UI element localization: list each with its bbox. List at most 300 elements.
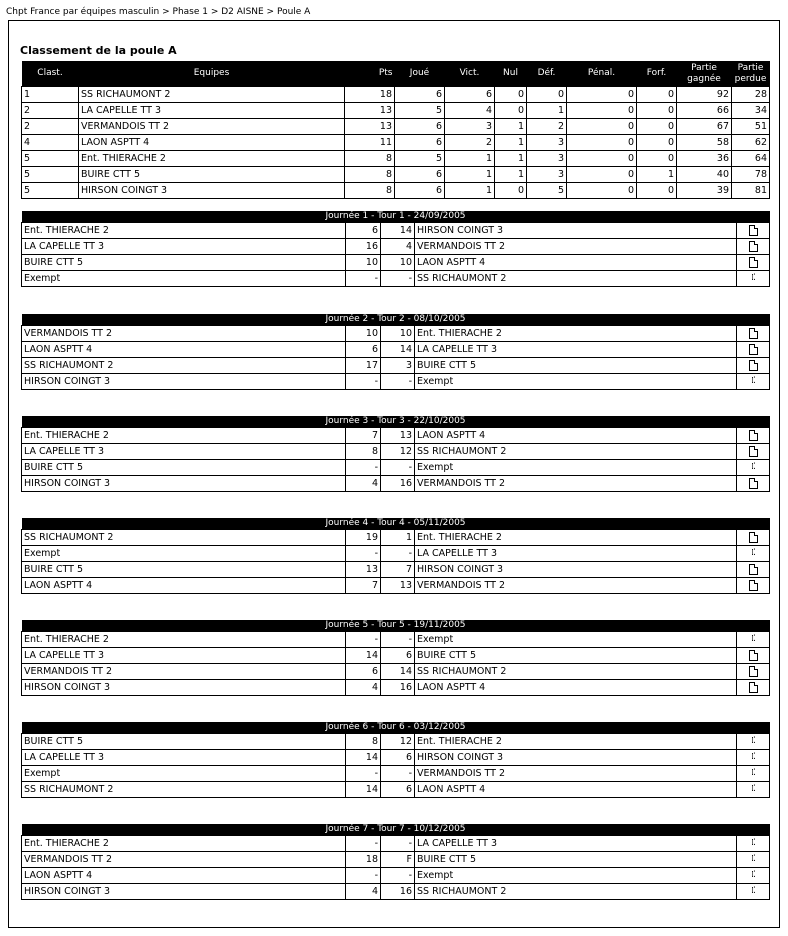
standings-cell-pts: 8 bbox=[345, 167, 395, 183]
standings-cell-rank: 5 bbox=[22, 183, 79, 199]
match-home-team: LAON ASPTT 4 bbox=[22, 342, 346, 358]
match-home-team: Ent. THIERACHE 2 bbox=[22, 223, 346, 239]
standings-cell-vict: 1 bbox=[445, 167, 495, 183]
document-icon[interactable] bbox=[749, 446, 758, 457]
document-icon[interactable] bbox=[749, 241, 758, 252]
standings-cell-perdue: 28 bbox=[732, 87, 770, 103]
match-score-away: - bbox=[381, 868, 415, 884]
match-row bbox=[22, 271, 770, 287]
standings-cell-vict: 1 bbox=[445, 183, 495, 199]
header-partie-perdue bbox=[732, 61, 770, 87]
match-home-team: BUIRE CTT 5 bbox=[22, 734, 346, 750]
match-row bbox=[22, 750, 770, 766]
standings-cell-rank: 2 bbox=[22, 119, 79, 135]
match-score-home: - bbox=[346, 766, 381, 782]
match-score-home: 10 bbox=[346, 326, 381, 342]
match-row bbox=[22, 884, 770, 900]
match-score-away: 16 bbox=[381, 884, 415, 900]
exempt-icon[interactable]: ⁞⁚ bbox=[751, 784, 755, 794]
match-home-team: SS RICHAUMONT 2 bbox=[22, 530, 346, 546]
standings-row bbox=[22, 167, 770, 183]
match-sheet-cell[interactable] bbox=[737, 476, 770, 492]
tour-title: Journée 1 - Tour 1 - 24/09/2005 bbox=[22, 211, 770, 223]
match-sheet-cell[interactable] bbox=[737, 664, 770, 680]
match-score-away: - bbox=[381, 271, 415, 287]
match-sheet-cell[interactable] bbox=[737, 782, 770, 798]
standings-cell-team: SS RICHAUMONT 2 bbox=[79, 87, 345, 103]
match-away-team: SS RICHAUMONT 2 bbox=[415, 664, 737, 680]
match-score-home: 4 bbox=[346, 476, 381, 492]
document-icon[interactable] bbox=[749, 532, 758, 543]
match-away-team: HIRSON COINGT 3 bbox=[415, 562, 737, 578]
standings-cell-nul: 0 bbox=[495, 87, 527, 103]
document-icon[interactable] bbox=[749, 257, 758, 268]
breadcrumb: Chpt France par équipes masculin > Phase 1 > D2 AISNE > Poule A bbox=[6, 7, 311, 17]
document-icon[interactable] bbox=[749, 328, 758, 339]
match-home-team: VERMANDOIS TT 2 bbox=[22, 852, 346, 868]
match-score-away: 16 bbox=[381, 476, 415, 492]
match-row bbox=[22, 562, 770, 578]
exempt-icon[interactable]: ⁞⁚ bbox=[751, 548, 755, 558]
match-score-home: 16 bbox=[346, 239, 381, 255]
standings-cell-def: 3 bbox=[527, 135, 567, 151]
tour-table bbox=[21, 314, 770, 390]
match-sheet-cell[interactable] bbox=[737, 680, 770, 696]
tour-title: Journée 2 - Tour 2 - 08/10/2005 bbox=[22, 314, 770, 326]
standings-cell-rank: 4 bbox=[22, 135, 79, 151]
standings-cell-forf: 0 bbox=[637, 103, 677, 119]
match-home-team: Ent. THIERACHE 2 bbox=[22, 428, 346, 444]
exempt-icon[interactable]: ⁞⁚ bbox=[751, 634, 755, 644]
match-away-team: LAON ASPTT 4 bbox=[415, 428, 737, 444]
match-row bbox=[22, 782, 770, 798]
match-row bbox=[22, 428, 770, 444]
match-score-away: - bbox=[381, 766, 415, 782]
match-sheet-cell[interactable] bbox=[737, 271, 770, 287]
document-icon[interactable] bbox=[749, 430, 758, 441]
match-away-team: LAON ASPTT 4 bbox=[415, 255, 737, 271]
standings-cell-forf: 1 bbox=[637, 167, 677, 183]
match-score-away: 6 bbox=[381, 750, 415, 766]
match-away-team: LA CAPELLE TT 3 bbox=[415, 546, 737, 562]
match-home-team: Exempt bbox=[22, 766, 346, 782]
match-score-away: 10 bbox=[381, 326, 415, 342]
match-away-team: Ent. THIERACHE 2 bbox=[415, 326, 737, 342]
match-home-team: LA CAPELLE TT 3 bbox=[22, 444, 346, 460]
match-home-team: HIRSON COINGT 3 bbox=[22, 680, 346, 696]
standings-cell-penal: 0 bbox=[567, 103, 637, 119]
match-score-away: - bbox=[381, 836, 415, 852]
match-score-home: 17 bbox=[346, 358, 381, 374]
standings-cell-joue: 6 bbox=[395, 183, 445, 199]
match-score-home: - bbox=[346, 271, 381, 287]
match-sheet-cell[interactable] bbox=[737, 546, 770, 562]
match-row bbox=[22, 239, 770, 255]
standings-cell-penal: 0 bbox=[567, 119, 637, 135]
match-score-home: - bbox=[346, 632, 381, 648]
standings-cell-forf: 0 bbox=[637, 151, 677, 167]
exempt-icon[interactable]: ⁞⁚ bbox=[751, 752, 755, 762]
match-sheet-cell[interactable] bbox=[737, 632, 770, 648]
exempt-icon[interactable]: ⁞⁚ bbox=[751, 838, 755, 848]
tour-table bbox=[21, 824, 770, 900]
standings-cell-penal: 0 bbox=[567, 87, 637, 103]
standings-cell-perdue: 51 bbox=[732, 119, 770, 135]
standings-cell-nul: 0 bbox=[495, 103, 527, 119]
standings-cell-team: VERMANDOIS TT 2 bbox=[79, 119, 345, 135]
match-score-home: 13 bbox=[346, 562, 381, 578]
tour-title: Journée 6 - Tour 6 - 03/12/2005 bbox=[22, 722, 770, 734]
match-sheet-cell[interactable] bbox=[737, 342, 770, 358]
match-away-team: LA CAPELLE TT 3 bbox=[415, 836, 737, 852]
match-home-team: Exempt bbox=[22, 546, 346, 562]
standings-cell-joue: 6 bbox=[395, 119, 445, 135]
match-row bbox=[22, 255, 770, 271]
match-score-away: 13 bbox=[381, 578, 415, 594]
standings-cell-gagnee: 36 bbox=[677, 151, 732, 167]
standings-cell-gagnee: 58 bbox=[677, 135, 732, 151]
header-partie-gagnee-line2: gagnée bbox=[687, 73, 721, 84]
match-row bbox=[22, 444, 770, 460]
header-forf: Forf. bbox=[637, 61, 677, 87]
standings-row bbox=[22, 135, 770, 151]
standings-cell-nul: 1 bbox=[495, 151, 527, 167]
standings-cell-team: BUIRE CTT 5 bbox=[79, 167, 345, 183]
standings-cell-forf: 0 bbox=[637, 135, 677, 151]
standings-cell-nul: 1 bbox=[495, 119, 527, 135]
match-row bbox=[22, 868, 770, 884]
document-icon[interactable] bbox=[749, 682, 758, 693]
document-icon[interactable] bbox=[749, 225, 758, 236]
header-clast: Clast. bbox=[22, 61, 79, 87]
match-home-team: LAON ASPTT 4 bbox=[22, 578, 346, 594]
match-score-home: 14 bbox=[346, 750, 381, 766]
standings-cell-perdue: 81 bbox=[732, 183, 770, 199]
match-away-team: HIRSON COINGT 3 bbox=[415, 223, 737, 239]
standings-cell-pts: 8 bbox=[345, 183, 395, 199]
match-score-away: 14 bbox=[381, 342, 415, 358]
match-row bbox=[22, 766, 770, 782]
match-score-home: 14 bbox=[346, 782, 381, 798]
header-equipes: Equipes bbox=[79, 61, 345, 87]
match-away-team: VERMANDOIS TT 2 bbox=[415, 476, 737, 492]
standings-cell-nul: 0 bbox=[495, 183, 527, 199]
match-row bbox=[22, 632, 770, 648]
standings-cell-def: 3 bbox=[527, 167, 567, 183]
standings-cell-rank: 2 bbox=[22, 103, 79, 119]
match-away-team: Exempt bbox=[415, 868, 737, 884]
header-penal: Pénal. bbox=[567, 61, 637, 87]
match-score-away: 1 bbox=[381, 530, 415, 546]
standings-cell-pts: 11 bbox=[345, 135, 395, 151]
standings-cell-team: LAON ASPTT 4 bbox=[79, 135, 345, 151]
match-sheet-cell[interactable] bbox=[737, 562, 770, 578]
match-sheet-cell[interactable] bbox=[737, 836, 770, 852]
match-score-away: 6 bbox=[381, 782, 415, 798]
match-home-team: Ent. THIERACHE 2 bbox=[22, 836, 346, 852]
match-score-away: 12 bbox=[381, 444, 415, 460]
match-row bbox=[22, 342, 770, 358]
standings-row bbox=[22, 103, 770, 119]
exempt-icon[interactable]: ⁞⁚ bbox=[751, 870, 755, 880]
match-row bbox=[22, 326, 770, 342]
match-sheet-cell[interactable] bbox=[737, 766, 770, 782]
match-score-home: - bbox=[346, 546, 381, 562]
exempt-icon[interactable]: ⁞⁚ bbox=[751, 273, 755, 283]
match-row bbox=[22, 374, 770, 390]
match-home-team: HIRSON COINGT 3 bbox=[22, 884, 346, 900]
header-nul: Nul bbox=[495, 61, 527, 87]
standings-cell-pts: 13 bbox=[345, 119, 395, 135]
standings-cell-joue: 5 bbox=[395, 151, 445, 167]
document-icon[interactable] bbox=[749, 580, 758, 591]
standings-cell-def: 5 bbox=[527, 183, 567, 199]
match-sheet-cell[interactable] bbox=[737, 326, 770, 342]
match-home-team: LAON ASPTT 4 bbox=[22, 868, 346, 884]
match-home-team: LA CAPELLE TT 3 bbox=[22, 239, 346, 255]
document-icon[interactable] bbox=[749, 478, 758, 489]
match-home-team: SS RICHAUMONT 2 bbox=[22, 782, 346, 798]
tour-title: Journée 7 - Tour 7 - 10/12/2005 bbox=[22, 824, 770, 836]
standings-cell-nul: 1 bbox=[495, 135, 527, 151]
tour-table bbox=[21, 518, 770, 594]
standings-cell-forf: 0 bbox=[637, 119, 677, 135]
standings-cell-joue: 6 bbox=[395, 167, 445, 183]
match-home-team: VERMANDOIS TT 2 bbox=[22, 326, 346, 342]
standings-cell-perdue: 62 bbox=[732, 135, 770, 151]
header-def: Déf. bbox=[527, 61, 567, 87]
match-row bbox=[22, 648, 770, 664]
tour-title: Journée 3 - Tour 3 - 22/10/2005 bbox=[22, 416, 770, 428]
tour-table bbox=[21, 416, 770, 492]
standings-cell-gagnee: 67 bbox=[677, 119, 732, 135]
match-score-away: - bbox=[381, 632, 415, 648]
standings-table bbox=[21, 61, 770, 199]
header-pts: Pts bbox=[345, 61, 395, 87]
match-home-team: LA CAPELLE TT 3 bbox=[22, 648, 346, 664]
match-score-away: 16 bbox=[381, 680, 415, 696]
exempt-icon[interactable]: ⁞⁚ bbox=[751, 736, 755, 746]
document-icon[interactable] bbox=[749, 564, 758, 575]
match-score-away: 14 bbox=[381, 223, 415, 239]
match-home-team: Ent. THIERACHE 2 bbox=[22, 632, 346, 648]
match-home-team: VERMANDOIS TT 2 bbox=[22, 664, 346, 680]
match-home-team: LA CAPELLE TT 3 bbox=[22, 750, 346, 766]
tour-title: Journée 5 - Tour 5 - 19/11/2005 bbox=[22, 620, 770, 632]
standings-cell-perdue: 78 bbox=[732, 167, 770, 183]
match-away-team: VERMANDOIS TT 2 bbox=[415, 239, 737, 255]
match-home-team: BUIRE CTT 5 bbox=[22, 460, 346, 476]
match-row bbox=[22, 546, 770, 562]
match-away-team: Exempt bbox=[415, 632, 737, 648]
match-away-team: SS RICHAUMONT 2 bbox=[415, 884, 737, 900]
match-sheet-cell[interactable] bbox=[737, 734, 770, 750]
match-sheet-cell[interactable] bbox=[737, 223, 770, 239]
header-partie-perdue-line2: perdue bbox=[734, 73, 767, 84]
match-score-away: 12 bbox=[381, 734, 415, 750]
match-away-team: VERMANDOIS TT 2 bbox=[415, 766, 737, 782]
document-icon[interactable] bbox=[749, 344, 758, 355]
standings-cell-vict: 6 bbox=[445, 87, 495, 103]
match-away-team: HIRSON COINGT 3 bbox=[415, 750, 737, 766]
standings-cell-nul: 1 bbox=[495, 167, 527, 183]
match-row bbox=[22, 836, 770, 852]
match-score-home: - bbox=[346, 374, 381, 390]
match-away-team: LA CAPELLE TT 3 bbox=[415, 342, 737, 358]
standings-row bbox=[22, 119, 770, 135]
match-row bbox=[22, 852, 770, 868]
match-row bbox=[22, 578, 770, 594]
match-sheet-cell[interactable] bbox=[737, 444, 770, 460]
standings-cell-forf: 0 bbox=[637, 87, 677, 103]
match-score-home: - bbox=[346, 836, 381, 852]
match-home-team: HIRSON COINGT 3 bbox=[22, 374, 346, 390]
match-score-home: 6 bbox=[346, 223, 381, 239]
match-score-home: 4 bbox=[346, 884, 381, 900]
document-icon[interactable] bbox=[749, 650, 758, 661]
match-sheet-cell[interactable] bbox=[737, 868, 770, 884]
exempt-icon[interactable]: ⁞⁚ bbox=[751, 376, 755, 386]
standings-cell-def: 0 bbox=[527, 87, 567, 103]
match-score-away: 4 bbox=[381, 239, 415, 255]
exempt-icon[interactable]: ⁞⁚ bbox=[751, 854, 755, 864]
match-sheet-cell[interactable] bbox=[737, 358, 770, 374]
match-score-home: 14 bbox=[346, 648, 381, 664]
match-score-away: 7 bbox=[381, 562, 415, 578]
match-score-away: 14 bbox=[381, 664, 415, 680]
match-sheet-cell[interactable] bbox=[737, 374, 770, 390]
match-home-team: BUIRE CTT 5 bbox=[22, 562, 346, 578]
match-sheet-cell[interactable] bbox=[737, 884, 770, 900]
standings-row bbox=[22, 87, 770, 103]
match-away-team: LAON ASPTT 4 bbox=[415, 782, 737, 798]
match-score-home: 7 bbox=[346, 428, 381, 444]
match-score-home: 8 bbox=[346, 734, 381, 750]
match-sheet-cell[interactable] bbox=[737, 530, 770, 546]
match-sheet-cell[interactable] bbox=[737, 239, 770, 255]
tour-title: Journée 4 - Tour 4 - 05/11/2005 bbox=[22, 518, 770, 530]
standings-cell-def: 2 bbox=[527, 119, 567, 135]
header-joue: Joué bbox=[395, 61, 445, 87]
match-home-team: SS RICHAUMONT 2 bbox=[22, 358, 346, 374]
standings-cell-vict: 1 bbox=[445, 151, 495, 167]
standings-cell-perdue: 34 bbox=[732, 103, 770, 119]
match-away-team: Exempt bbox=[415, 374, 737, 390]
standings-cell-vict: 2 bbox=[445, 135, 495, 151]
match-home-team: HIRSON COINGT 3 bbox=[22, 476, 346, 492]
match-score-home: - bbox=[346, 460, 381, 476]
standings-cell-gagnee: 39 bbox=[677, 183, 732, 199]
exempt-icon[interactable]: ⁞⁚ bbox=[751, 886, 755, 896]
standings-cell-team: LA CAPELLE TT 3 bbox=[79, 103, 345, 119]
document-icon[interactable] bbox=[749, 666, 758, 677]
match-row bbox=[22, 530, 770, 546]
match-score-away: 3 bbox=[381, 358, 415, 374]
header-vict: Vict. bbox=[445, 61, 495, 87]
match-score-home: 10 bbox=[346, 255, 381, 271]
match-sheet-cell[interactable] bbox=[737, 460, 770, 476]
match-away-team: SS RICHAUMONT 2 bbox=[415, 444, 737, 460]
match-sheet-cell[interactable] bbox=[737, 578, 770, 594]
match-score-home: 4 bbox=[346, 680, 381, 696]
match-sheet-cell[interactable] bbox=[737, 852, 770, 868]
match-away-team: Ent. THIERACHE 2 bbox=[415, 530, 737, 546]
standings-cell-joue: 5 bbox=[395, 103, 445, 119]
match-away-team: BUIRE CTT 5 bbox=[415, 358, 737, 374]
match-row bbox=[22, 358, 770, 374]
standings-cell-gagnee: 92 bbox=[677, 87, 732, 103]
header-partie-gagnee-line1: Partie bbox=[691, 62, 717, 73]
standings-cell-pts: 18 bbox=[345, 87, 395, 103]
match-score-home: 6 bbox=[346, 342, 381, 358]
standings-cell-def: 1 bbox=[527, 103, 567, 119]
match-score-home: 6 bbox=[346, 664, 381, 680]
standings-cell-forf: 0 bbox=[637, 183, 677, 199]
match-score-away: - bbox=[381, 374, 415, 390]
standings-cell-gagnee: 40 bbox=[677, 167, 732, 183]
match-score-home: 18 bbox=[346, 852, 381, 868]
header-partie-perdue-line1: Partie bbox=[737, 62, 764, 73]
standings-cell-vict: 3 bbox=[445, 119, 495, 135]
match-score-away: 10 bbox=[381, 255, 415, 271]
page-title: Classement de la poule A bbox=[20, 44, 177, 57]
match-score-home: 7 bbox=[346, 578, 381, 594]
match-away-team: LAON ASPTT 4 bbox=[415, 680, 737, 696]
standings-cell-pts: 13 bbox=[345, 103, 395, 119]
match-sheet-cell[interactable] bbox=[737, 750, 770, 766]
match-sheet-cell[interactable] bbox=[737, 648, 770, 664]
standings-cell-pts: 8 bbox=[345, 151, 395, 167]
header-partie-gagnee bbox=[677, 61, 732, 87]
match-score-away: 6 bbox=[381, 648, 415, 664]
exempt-icon[interactable]: ⁞⁚ bbox=[751, 462, 755, 472]
match-sheet-cell[interactable] bbox=[737, 428, 770, 444]
exempt-icon[interactable]: ⁞⁚ bbox=[751, 768, 755, 778]
match-score-away: F bbox=[381, 852, 415, 868]
standings-cell-team: Ent. THIERACHE 2 bbox=[79, 151, 345, 167]
standings-cell-def: 3 bbox=[527, 151, 567, 167]
match-away-team: Exempt bbox=[415, 460, 737, 476]
match-away-team: SS RICHAUMONT 2 bbox=[415, 271, 737, 287]
match-away-team: BUIRE CTT 5 bbox=[415, 648, 737, 664]
standings-cell-joue: 6 bbox=[395, 87, 445, 103]
match-score-home: - bbox=[346, 868, 381, 884]
tour-table bbox=[21, 211, 770, 287]
match-score-home: 19 bbox=[346, 530, 381, 546]
match-sheet-cell[interactable] bbox=[737, 255, 770, 271]
match-home-team: Exempt bbox=[22, 271, 346, 287]
standings-cell-rank: 1 bbox=[22, 87, 79, 103]
match-score-away: - bbox=[381, 460, 415, 476]
standings-row bbox=[22, 151, 770, 167]
match-score-away: - bbox=[381, 546, 415, 562]
match-score-away: 13 bbox=[381, 428, 415, 444]
tour-table bbox=[21, 620, 770, 696]
match-away-team: BUIRE CTT 5 bbox=[415, 852, 737, 868]
standings-cell-rank: 5 bbox=[22, 167, 79, 183]
document-icon[interactable] bbox=[749, 360, 758, 371]
standings-row bbox=[22, 183, 770, 199]
standings-cell-perdue: 64 bbox=[732, 151, 770, 167]
match-away-team: VERMANDOIS TT 2 bbox=[415, 578, 737, 594]
match-row bbox=[22, 664, 770, 680]
standings-cell-gagnee: 66 bbox=[677, 103, 732, 119]
standings-cell-penal: 0 bbox=[567, 183, 637, 199]
tour-table bbox=[21, 722, 770, 798]
match-row bbox=[22, 680, 770, 696]
match-row bbox=[22, 460, 770, 476]
standings-cell-penal: 0 bbox=[567, 135, 637, 151]
